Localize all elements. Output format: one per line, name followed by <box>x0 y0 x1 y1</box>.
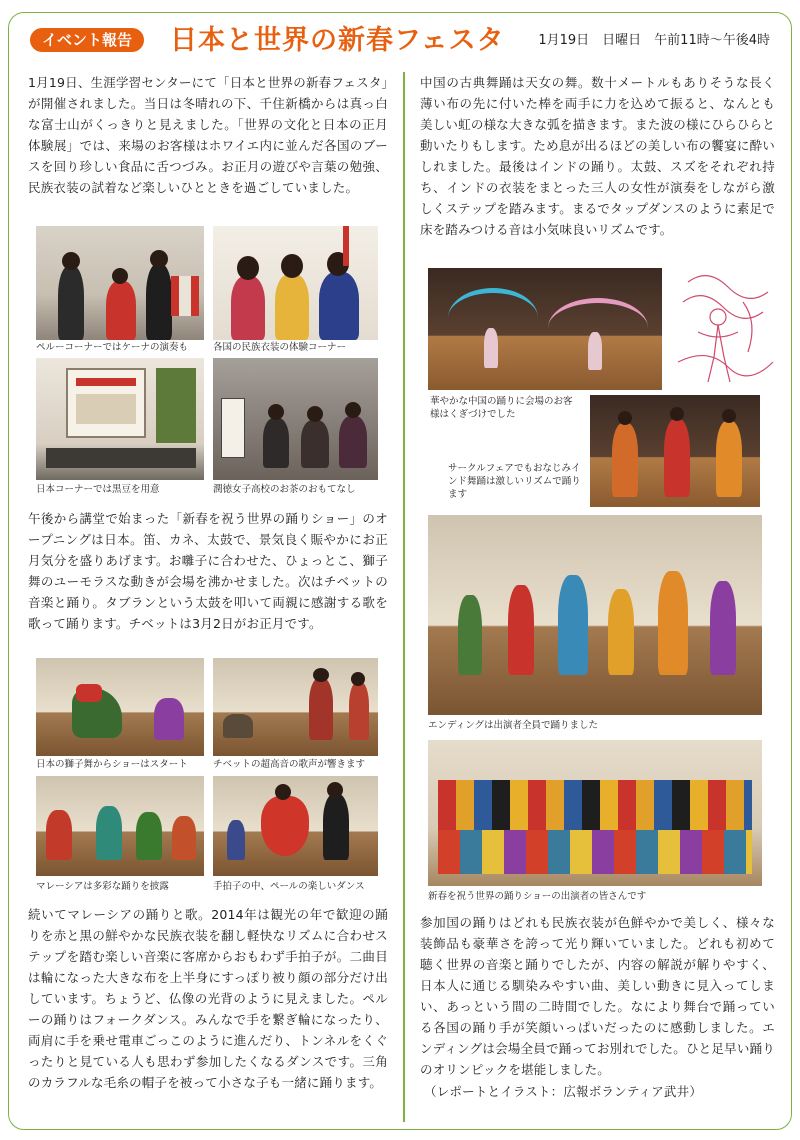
caption-peru-dance: 手拍子の中、ペールの楽しいダンス <box>213 881 365 892</box>
caption-group: 新春を祝う世界の踊りショーの出演者の皆さんです <box>428 891 647 902</box>
article-title: 日本と世界の新春フェスタ <box>170 25 505 56</box>
photo-peru-corner <box>36 226 204 340</box>
caption-tibet: チベットの超高音の歌声が響きます <box>213 759 366 770</box>
caption-costume-corner: 各国の民族衣装の体験コーナー <box>213 342 347 353</box>
china-paragraph: 中国の古典舞踊は天女の舞。数十メートルもありそうな長く薄い布の先に付いた棒を両手に力を込めて振ると、なんとも美しい虹の様な大きな弧を描きます。また波の様にひらひらと動いたりもします。ため息が出るほどの美しい布の饗宴に酔いしれました。最後はインドの踊り。太鼓、スズをそれぞれ持ち、インドの衣装をまとった三人の女性が演奏をしながら激しくステップを踏みます。まるでタップダンスのように素足で床を踏みつける音は小気味良いリズムです。 <box>420 75 775 237</box>
caption-ending: エンディングは出演者全員で踊りました <box>428 720 599 731</box>
column-divider <box>403 72 405 1122</box>
intro-paragraph: 1月19日、生涯学習センターにて「日本と世界の新春フェスタ」が開催されました。当日は冬晴れの下、千住新橋からは真っ白な富士山がくっきりと見えました。「世界の文化と日本の正月体験展」では、来場のお客様はホワイエ内に並んだ各国のブースを回り珍しい食品に舌つづみ。お正月の遊びや言葉の勉強、民族衣装の試着など楽しいひとときを過ごしていました。 <box>28 75 388 195</box>
caption-india-dance: サークルフェアでもおなじみインド舞踊は激しいリズムで踊ります <box>448 463 581 500</box>
photo-costume-corner <box>213 226 378 340</box>
photo-malaysia <box>36 776 204 876</box>
caption-japan-corner: 日本コーナーでは黒豆を用意 <box>36 484 160 495</box>
photo-japan-corner <box>36 358 204 480</box>
caption-lion-dance: 日本の獅子舞からショーはスタート <box>36 759 188 770</box>
article-header <box>20 22 780 62</box>
caption-malaysia: マレーシアは多彩な踊りを披露 <box>36 881 169 892</box>
caption-china-dance: 華やかな中国の踊りに会場のお客様はくぎづけでした <box>430 396 573 420</box>
photo-lion-dance <box>36 658 204 756</box>
photo-peru-dance <box>213 776 378 876</box>
photo-tibet <box>213 658 378 756</box>
photo-tea <box>213 358 378 480</box>
event-report-badge: イベント報告 <box>30 28 144 52</box>
malaysia-paragraph: 続いてマレーシアの踊りと歌。2014年は観光の年で歓迎の踊りを赤と黒の鮮やかな民族衣装を翻し軽快なリズムに合わせステップを踏む楽しい音楽に客席からおもわず手拍子が。二曲目は輪になった大きな布を上半身にすっぽり被り顔の部分だけ出しています。ちょうど、仏像の光背のように見えました。ペルーの踊りはフォークダンス。みんなで手を繋ぎ輪になったり、両肩に手を乗せ電車ごっこのように進んだり、トンネルをくぐったりと見ている人も思わず参加したくなるダンスです。三角のカラフルな毛糸の帽子を被って小さな子も一緒に踊ります。 <box>28 907 388 1090</box>
photo-india-dance <box>590 395 760 507</box>
caption-peru-corner: ペルーコーナーではケーナの演奏も <box>36 342 189 353</box>
report-credit: （レポートとイラスト：広報ボランティア武井） <box>424 1084 703 1099</box>
photo-china-dance <box>428 268 662 390</box>
event-date: 1月19日 日曜日 午前11時～午後4時 <box>538 33 770 48</box>
closing-paragraph: 参加国の踊りはどれも民族衣装が色鮮やかで美しく、様々な装飾品も豪華さを誇って光り輝いていました。どれも初めて聴く世界の音楽と踊りでしたが、内容の解説が解りやすく、日本人に通じる馴染みやすい曲、美しい動きに見入ってしまい、あっという間の二時間でした。なにより舞台で踊っている各国の踊り手が笑顔いっぱいだったのに感動しました。エンディングは会場全員で踊ってお別れでした。ひと足早い踊りのオリンピックを堪能しました。 <box>420 915 775 1077</box>
show-paragraph: 午後から講堂で始まった「新春を祝う世界の踊りショー」のオープニングは日本。笛、カネ、太鼓で、景気良く賑やかにお正月気分を盛りあげます。お囃子に合わせた、ひょっとこ、獅子舞のユーモラスな動きが会場を沸かせました。次はチベットの音楽と踊り。タブランという太鼓を叩いて両親に感謝する歌を歌って踊ります。チベットは3月2日がお正月です。 <box>28 511 388 631</box>
photo-ending <box>428 515 762 715</box>
caption-tea: 潤徳女子高校のお茶のおもてなし <box>213 484 356 495</box>
photo-group <box>428 740 762 886</box>
illustration-dancers <box>668 262 778 392</box>
